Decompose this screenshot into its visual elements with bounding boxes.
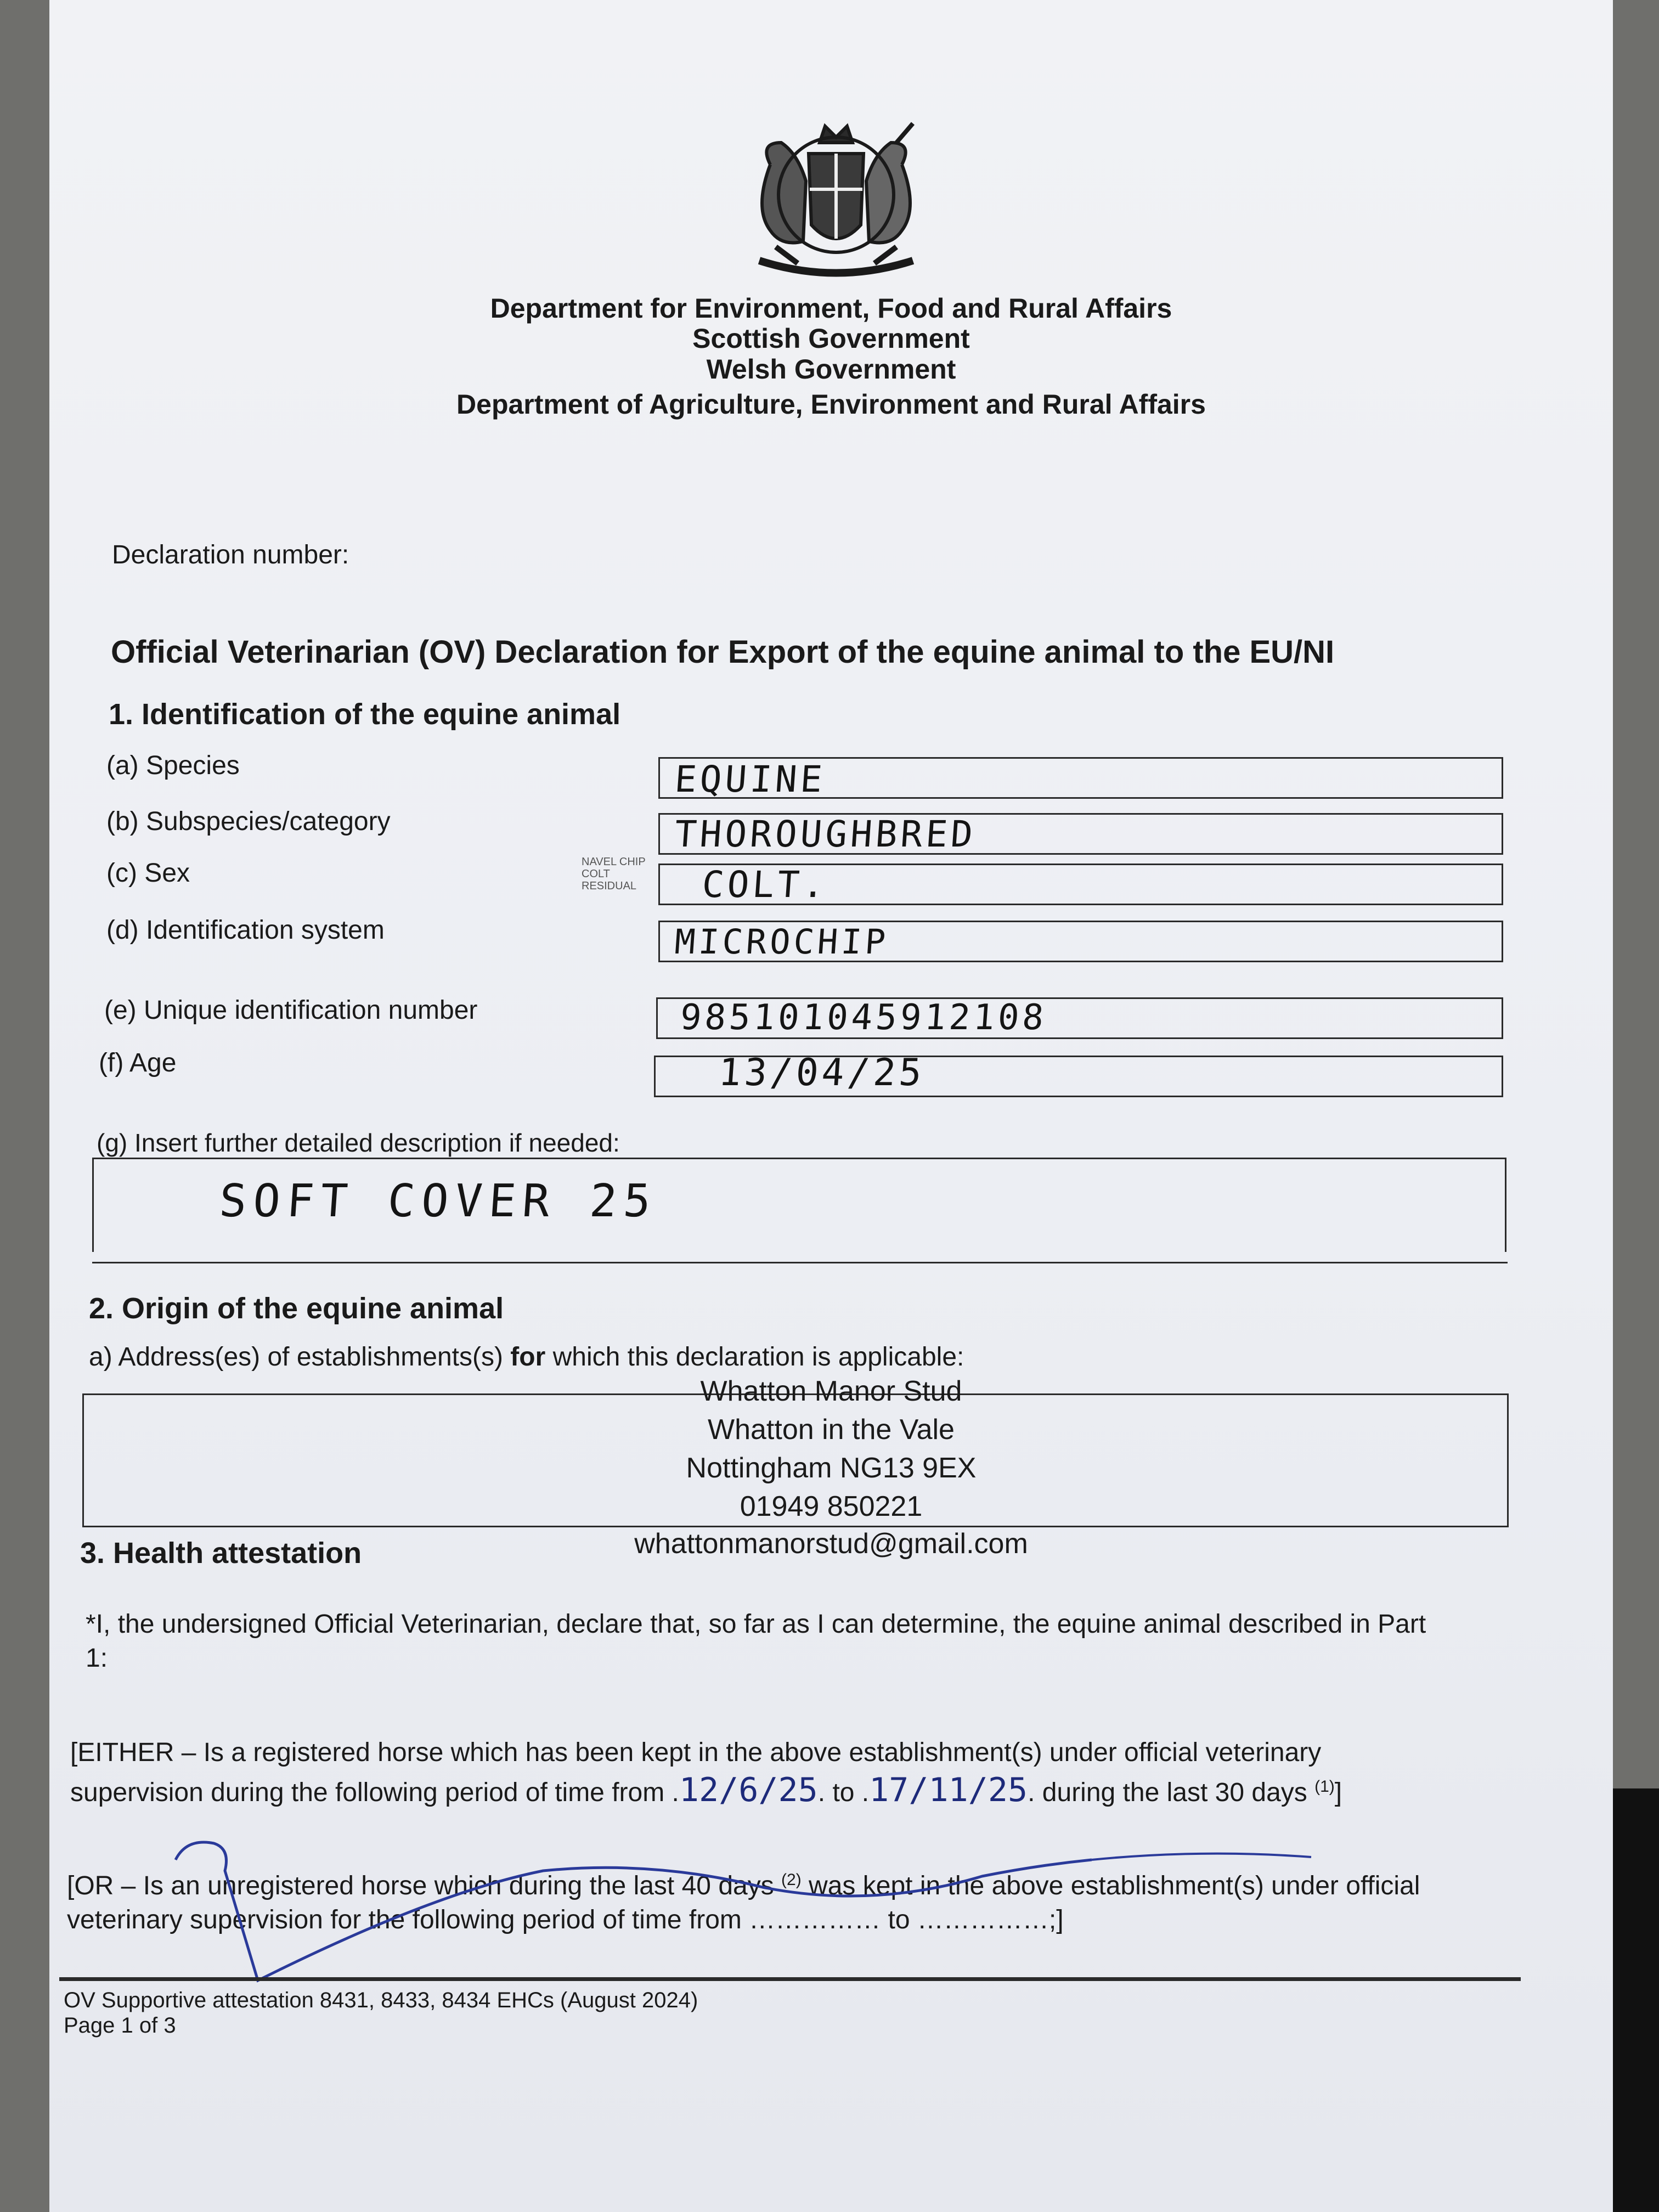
attestation-intro <box>86 1607 1426 1675</box>
dept-scottish-government: Scottish Government <box>692 323 970 354</box>
section-3-heading: 3. Health attestation <box>80 1537 362 1570</box>
either-to-date: 17/11/25 <box>869 1771 1028 1809</box>
description-value: SOFT COVER 25 <box>217 1175 659 1227</box>
dept-daera: Department of Agriculture, Environment and Rural Affairs <box>456 389 1206 420</box>
sex-value: COLT. <box>701 864 830 906</box>
pen-strikethrough-icon <box>49 1827 1613 1991</box>
section-1-heading: 1. Identification of the equine animal <box>109 698 621 731</box>
sex-label: (c) Sex <box>106 859 190 888</box>
identification-system-label: (d) Identification system <box>106 916 385 945</box>
footnote-2: (2) <box>781 1871 802 1889</box>
either-clause <box>70 1736 1342 1810</box>
address-email: whattonmanorstud@gmail.com <box>634 1528 1028 1560</box>
stamp-line: COLT <box>582 868 610 880</box>
address-label-text: which this declaration is applicable: <box>545 1342 964 1372</box>
subspecies-label: (b) Subspecies/category <box>106 807 391 836</box>
address-label-text: a) Address(es) of establishments(s) <box>89 1342 511 1372</box>
address-line: Nottingham NG13 9EX <box>686 1452 977 1484</box>
subspecies-value: THOROUGHBRED <box>673 813 978 855</box>
address-line: Whatton Manor Stud <box>700 1375 962 1407</box>
either-text: . to . <box>817 1778 870 1807</box>
description-box-bottom-line <box>92 1262 1508 1263</box>
description-label: (g) Insert further detailed description if needed: <box>97 1128 620 1157</box>
section-2-heading: 2. Origin of the equine animal <box>89 1292 504 1325</box>
or-text: [OR – Is an unregistered horse which during the last 40 days <box>67 1871 782 1900</box>
page-number: Page 1 of 3 <box>64 2013 176 2038</box>
address-label-bold: for <box>510 1342 546 1372</box>
address-line: Whatton in the Vale <box>708 1414 955 1446</box>
dept-defra: Department for Environment, Food and Rural Affairs <box>490 293 1172 324</box>
uid-label: (e) Unique identification number <box>104 996 478 1025</box>
species-value: EQUINE <box>673 758 827 800</box>
royal-coat-of-arms-icon <box>715 121 957 285</box>
address-line: 01949 850221 <box>740 1491 923 1522</box>
stamp-line: RESIDUAL <box>582 880 637 892</box>
either-clause-line: [EITHER – Is a registered horse which has been kept in the above establishment(s) under official veterinary <box>70 1738 1322 1767</box>
footnote-1: (1) <box>1314 1778 1335 1796</box>
either-text: . during the last 30 days <box>1028 1778 1315 1807</box>
either-text: supervision during the following period of time from . <box>70 1778 679 1807</box>
attestation-intro-line: 1: <box>86 1644 108 1673</box>
uid-value: 985101045912108 <box>679 997 1048 1038</box>
attestation-intro-line: *I, the undersigned Official Veterinarian, declare that, so far as I can determine, the equine animal described in Part <box>86 1610 1426 1639</box>
or-text: was kept in the above establishment(s) under official <box>801 1871 1420 1900</box>
age-value: 13/04/25 <box>717 1051 927 1094</box>
either-from-date: 12/6/25 <box>679 1771 818 1809</box>
document-page <box>49 0 1613 2212</box>
document-title: Official Veterinarian (OV) Declaration for Export of the equine animal to the EU/NI <box>111 634 1335 670</box>
species-label: (a) Species <box>106 751 240 780</box>
age-label: (f) Age <box>99 1048 177 1077</box>
declaration-number-label: Declaration number: <box>112 540 349 569</box>
or-clause-line: veterinary supervision for the following period of time from …………… to ……………;] <box>67 1905 1064 1934</box>
address-label <box>89 1344 964 1370</box>
identification-system-value: MICROCHIP <box>673 922 890 962</box>
either-text: ] <box>1334 1778 1342 1807</box>
footer-reference: OV Supportive attestation 8431, 8433, 8434 EHCs (August 2024) <box>64 1988 698 2012</box>
background-edge <box>1613 1788 1659 2212</box>
stamp-line: NAVEL CHIP <box>582 856 646 868</box>
dept-welsh-government: Welsh Government <box>706 354 956 385</box>
rubber-stamp <box>582 856 646 892</box>
footer-rule <box>59 1977 1521 1981</box>
either-clause-line <box>70 1770 1342 1810</box>
